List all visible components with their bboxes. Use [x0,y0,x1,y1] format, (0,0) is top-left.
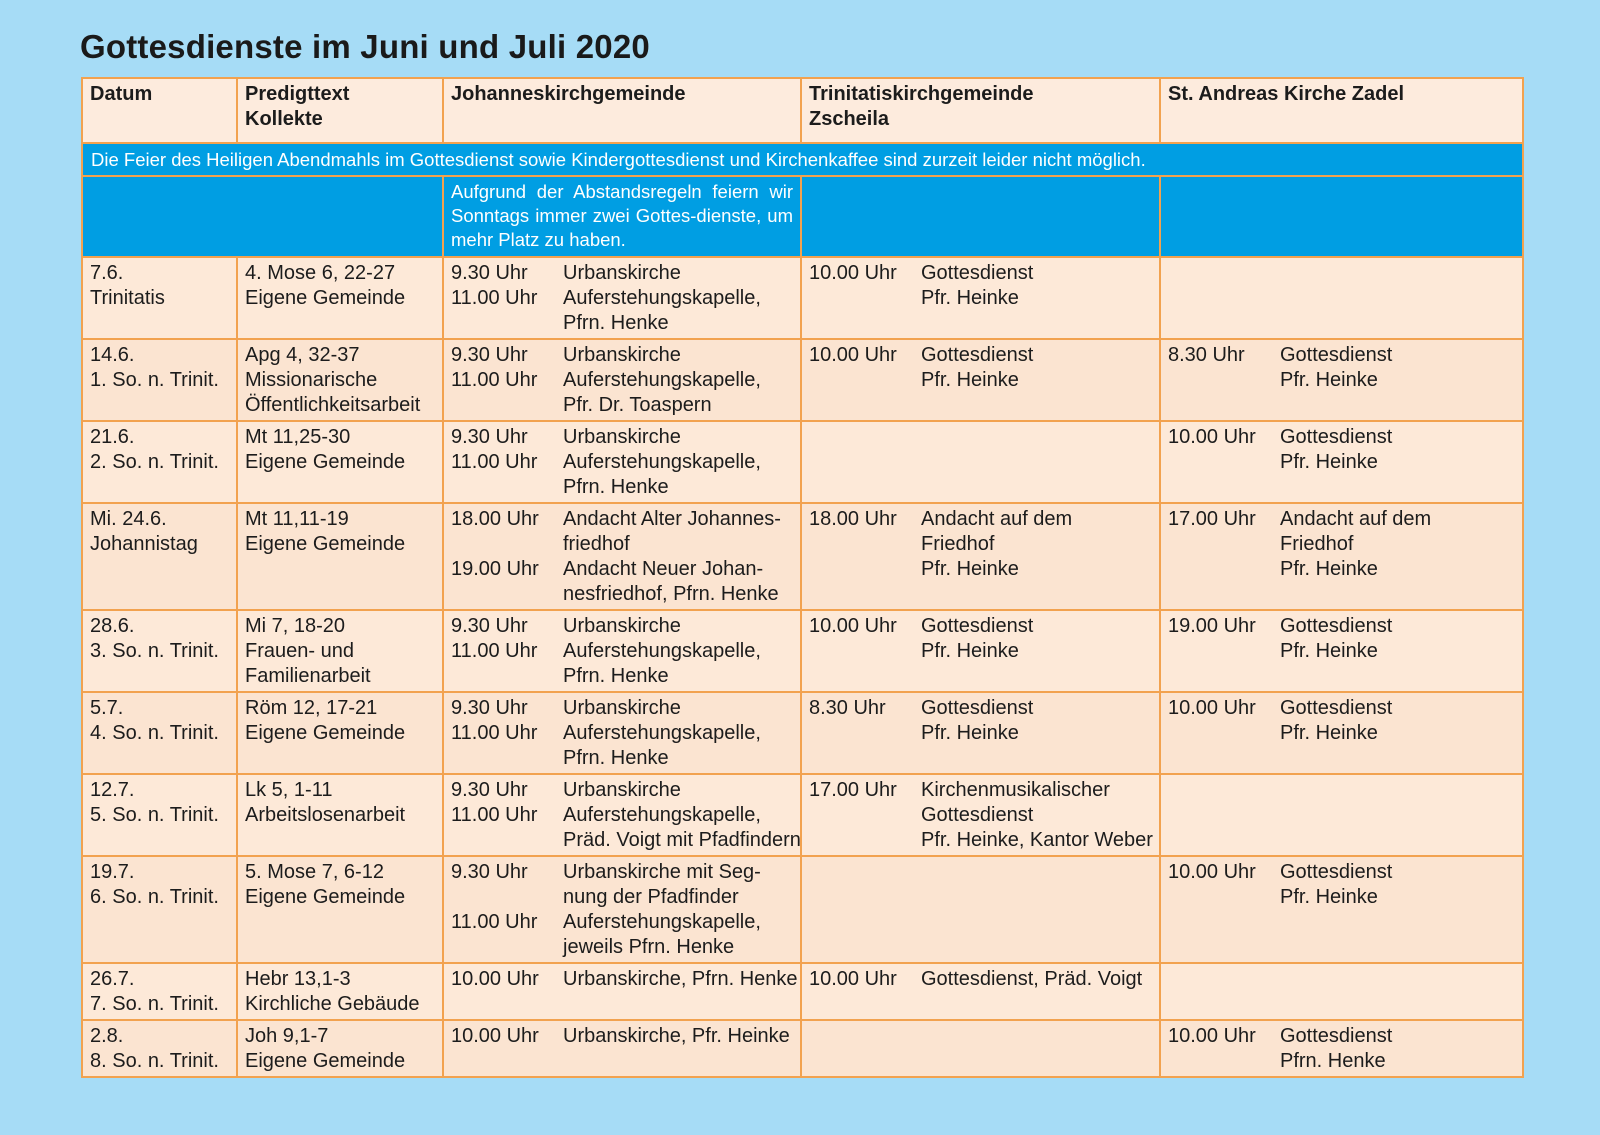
service-time: 8.30 Uhr [1168,344,1245,366]
predigttext-line: Lk 5, 1-11 [245,779,333,801]
service-description-line: Auferstehungskapelle, [563,640,761,662]
empty-cell [82,176,443,257]
service-times [1168,1024,1280,1074]
date-line: Mi. 24.6. [90,508,167,530]
service-times [451,860,563,960]
notice-text: Die Feier des Heiligen Abendmahls im Gottesdienst sowie Kindergottesdienst und Kirchenkaffee sind zurzeit leider nicht möglich. [82,143,1523,176]
service-time: 11.00 Uhr [451,911,538,933]
notice-row [82,143,1523,176]
service-description-line: Urbanskirche, Pfrn. Henke [563,968,798,990]
service-description-line: Pfrn. Henke [1280,1050,1386,1072]
date-cell [82,774,237,856]
service-description [563,507,793,607]
date-line: 12.7. [90,779,135,801]
service-times [809,614,921,664]
service-description-line: Gottesdienst [1280,615,1393,637]
header-trinitatiskirchgemeinde: Trinitatiskirchgemeinde Zscheila [801,78,1160,143]
service-description [921,967,1152,992]
service-times [1168,343,1280,393]
trinitatis-cell [801,257,1160,339]
service-description-line: Gottesdienst, Präd. Voigt [921,968,1143,990]
service-description-line: Auferstehungskapelle, [563,722,761,744]
service-times [451,778,563,853]
service-description-line: Friedhof [921,533,995,555]
date-line: 21.6. [90,426,135,448]
predigttext-line: Eigene Gemeinde [245,533,406,555]
trinitatis-cell [801,503,1160,610]
page-title: Gottesdienste im Juni und Juli 2020 [80,28,650,65]
johannes-cell [443,963,801,1020]
andreas-cell [1160,503,1523,610]
service-time: 9.30 Uhr [451,697,528,719]
service-description-line: jeweils Pfrn. Henke [563,936,735,958]
service-description-line: Urbanskirche [563,262,681,284]
predigttext-line: Missionarische [245,369,378,391]
service-description-line: Gottesdienst [1280,697,1393,719]
service-description [921,778,1153,853]
date-line: Trinitatis [90,287,165,309]
johannes-cell [443,692,801,774]
predigttext-cell [237,963,443,1020]
service-times [809,967,921,992]
predigttext-line: Joh 9,1-7 [245,1025,329,1047]
service-time: 9.30 Uhr [451,615,528,637]
service-time: 10.00 Uhr [809,344,897,366]
andreas-cell [1160,257,1523,339]
service-time: 9.30 Uhr [451,861,528,883]
table-row [82,692,1523,774]
header-johanneskirchgemeinde: Johanneskirchgemeinde [443,78,801,143]
date-cell [82,421,237,503]
service-time: 11.00 Uhr [451,804,538,826]
andreas-cell [1160,856,1523,963]
service-description-line: Auferstehungskapelle, [563,804,761,826]
service-times [1168,507,1280,582]
service-times [809,507,921,582]
trinitatis-cell [801,692,1160,774]
service-description [563,1024,793,1049]
distance-note-cell [443,176,801,257]
andreas-cell [1160,774,1523,856]
service-description [563,860,793,960]
table-row [82,421,1523,503]
predigttext-line: Mt 11,11-19 [245,508,349,530]
date-cell [82,963,237,1020]
service-time: 11.00 Uhr [451,451,538,473]
service-description-line: Gottesdienst [921,615,1034,637]
service-description-line: Gottesdienst [921,697,1034,719]
header-datum: Datum [82,78,237,143]
predigttext-line: Kirchliche Gebäude [245,993,420,1015]
service-description-line: nesfriedhof, Pfrn. Henke [563,583,779,605]
service-description-line: Pfr. Heinke [1280,451,1378,473]
trinitatis-cell [801,1020,1160,1077]
predigttext-cell [237,1020,443,1077]
date-line: 14.6. [90,344,135,366]
service-description-line: Pfrn. Henke [563,476,669,498]
service-description-line: Pfr. Heinke [921,640,1019,662]
service-time: 10.00 Uhr [809,262,897,284]
andreas-cell [1160,1020,1523,1077]
service-time [451,885,563,910]
service-times [451,967,563,992]
table-row [82,774,1523,856]
service-times [1168,696,1280,746]
service-times [451,614,563,689]
predigttext-line: Eigene Gemeinde [245,1050,406,1072]
predigttext-cell [237,774,443,856]
date-line: 5.7. [90,697,124,719]
service-time: 8.30 Uhr [809,697,886,719]
service-times [451,1024,563,1049]
predigttext-line: Mi 7, 18-20 [245,615,346,637]
date-cell [82,856,237,963]
date-line: 26.7. [90,968,135,990]
table-row [82,339,1523,421]
predigttext-line: Eigene Gemeinde [245,722,406,744]
service-description-line: Urbanskirche, Pfr. Heinke [563,1025,790,1047]
service-times [451,261,563,336]
service-time: 18.00 Uhr [451,508,539,530]
service-description-line: Auferstehungskapelle, [563,369,761,391]
service-times [809,343,921,393]
service-description [563,778,801,853]
predigttext-cell [237,421,443,503]
andreas-cell [1160,421,1523,503]
johannes-cell [443,503,801,610]
date-line: 7.6. [90,262,124,284]
trinitatis-cell [801,963,1160,1020]
service-time: 17.00 Uhr [809,779,897,801]
service-description-line: Pfr. Heinke [1280,369,1378,391]
date-cell [82,339,237,421]
service-times [809,696,921,746]
service-times [451,343,563,418]
service-description-line: Andacht Alter Johannes- [563,508,781,530]
service-times [809,261,921,311]
service-time: 10.00 Uhr [1168,697,1256,719]
service-description-line: Auferstehungskapelle, [563,911,761,933]
table-row [82,963,1523,1020]
service-description [921,507,1152,582]
predigttext-line: Hebr 13,1-3 [245,968,351,990]
service-description-line: Auferstehungskapelle, [563,287,761,309]
predigttext-cell [237,339,443,421]
date-cell [82,692,237,774]
service-description-line: Andacht auf dem [1280,508,1432,530]
service-description [1280,1024,1515,1074]
service-time: 10.00 Uhr [1168,861,1256,883]
service-description-line: Pfr. Heinke [1280,640,1378,662]
service-description-line: Gottesdienst [921,344,1034,366]
service-description-line: Gottesdienst [921,262,1034,284]
service-description-line: Pfr. Heinke [1280,558,1378,580]
date-line: 28.6. [90,615,135,637]
service-times [1168,425,1280,475]
service-time: 18.00 Uhr [809,508,897,530]
johannes-cell [443,774,801,856]
predigttext-line: Apg 4, 32-37 [245,344,360,366]
service-times [1168,860,1280,910]
date-line: 6. So. n. Trinit. [90,886,219,908]
service-times [451,696,563,771]
service-description-line: Gottesdienst [1280,426,1393,448]
date-line: 19.7. [90,861,135,883]
johannes-cell [443,339,801,421]
service-description-line: Gottesdienst [1280,344,1393,366]
date-line: 8. So. n. Trinit. [90,1050,219,1072]
service-description-line: Pfr. Heinke [1280,722,1378,744]
table-row [82,1020,1523,1077]
predigttext-line: Röm 12, 17-21 [245,697,378,719]
date-line: 3. So. n. Trinit. [90,640,219,662]
service-description [921,261,1152,311]
johannes-cell [443,610,801,692]
service-description-line: Andacht Neuer Johan- [563,558,764,580]
date-line: Johannistag [90,533,198,555]
date-cell [82,503,237,610]
service-times [451,507,563,607]
trinitatis-cell [801,856,1160,963]
header-predigttext: Predigttext Kollekte [237,78,443,143]
header-row [82,78,1523,143]
service-description-line: Urbanskirche [563,779,681,801]
service-description [563,425,793,500]
service-times [451,425,563,500]
service-time: 10.00 Uhr [1168,1025,1256,1047]
service-time: 10.00 Uhr [1168,426,1256,448]
service-description-line: Pfrn. Henke [563,312,669,334]
johannes-cell [443,1020,801,1077]
service-description [563,343,793,418]
predigttext-line: Frauen- und [245,640,354,662]
predigttext-line: Eigene Gemeinde [245,451,406,473]
service-description-line: Pfr. Heinke [921,558,1019,580]
date-cell [82,610,237,692]
date-line: 2. So. n. Trinit. [90,451,219,473]
date-cell [82,257,237,339]
service-description-line: Gottesdienst [1280,861,1393,883]
service-time: 19.00 Uhr [1168,615,1256,637]
service-description-line: Auferstehungskapelle, [563,451,761,473]
service-description-line: Pfr. Heinke [921,722,1019,744]
service-description [921,614,1152,664]
johannes-cell [443,257,801,339]
service-time: 11.00 Uhr [451,722,538,744]
table-row [82,503,1523,610]
service-schedule-table [81,77,1524,1078]
predigttext-cell [237,692,443,774]
andreas-cell [1160,963,1523,1020]
table-row [82,610,1523,692]
service-description-line: Pfr. Heinke [1280,886,1378,908]
service-description-line: Pfrn. Henke [563,747,669,769]
predigttext-line: Arbeitslosenarbeit [245,804,406,826]
service-time: 11.00 Uhr [451,369,538,391]
trinitatis-cell [801,774,1160,856]
service-time: 10.00 Uhr [451,1025,539,1047]
service-description [563,261,793,336]
predigttext-line: Eigene Gemeinde [245,287,406,309]
service-times [1168,614,1280,664]
service-description-line: Urbanskirche [563,697,681,719]
predigttext-line: Mt 11,25-30 [245,426,351,448]
predigttext-cell [237,610,443,692]
predigttext-line: 4. Mose 6, 22-27 [245,262,396,284]
date-line: 4. So. n. Trinit. [90,722,219,744]
service-description-line: Urbanskirche [563,344,681,366]
service-description [921,343,1152,393]
service-time: 11.00 Uhr [451,287,538,309]
predigttext-line: 5. Mose 7, 6-12 [245,861,384,883]
service-time: 11.00 Uhr [451,640,538,662]
date-line: 1. So. n. Trinit. [90,369,219,391]
service-description [563,696,793,771]
date-cell [82,1020,237,1077]
predigttext-cell [237,257,443,339]
service-description [1280,507,1515,582]
service-description-line: Friedhof [1280,533,1354,555]
service-description-line: nung der Pfadfinder [563,886,739,908]
service-description [1280,343,1515,393]
service-description-line: Urbanskirche mit Seg- [563,861,761,883]
service-description-line: Pfr. Heinke [921,287,1019,309]
service-time: 9.30 Uhr [451,779,528,801]
service-description [1280,614,1515,664]
predigttext-cell [237,856,443,963]
service-description [563,967,798,992]
service-description-line: Gottesdienst [1280,1025,1393,1047]
service-description-line: Präd. Voigt mit Pfadfindern [563,829,801,851]
service-description [1280,860,1515,910]
andreas-cell [1160,610,1523,692]
service-time: 10.00 Uhr [451,968,539,990]
andreas-cell [1160,692,1523,774]
service-time: 9.30 Uhr [451,426,528,448]
service-time [451,532,563,557]
service-time: 9.30 Uhr [451,262,528,284]
service-description-line: Kirchenmusikalischer [921,779,1110,801]
trinitatis-cell [801,339,1160,421]
service-time: 17.00 Uhr [1168,508,1256,530]
table-row [82,856,1523,963]
trinitatis-cell [801,610,1160,692]
distance-note-text: Aufgrund der Abstandsregeln feiern wir Sonntags immer zwei Gottes-dienste, um mehr Platz zu haben. [451,181,793,250]
service-description-line: Andacht auf dem [921,508,1073,530]
service-time: 9.30 Uhr [451,344,528,366]
date-line: 5. So. n. Trinit. [90,804,219,826]
distance-note-row [82,176,1523,257]
johannes-cell [443,421,801,503]
empty-cell [1160,176,1523,257]
service-description-line: Gottesdienst [921,804,1034,826]
andreas-cell [1160,339,1523,421]
service-description-line: friedhof [563,533,630,555]
service-time: 10.00 Uhr [809,968,897,990]
date-line: 2.8. [90,1025,124,1047]
predigttext-line: Eigene Gemeinde [245,886,406,908]
date-line: 7. So. n. Trinit. [90,993,219,1015]
service-description [563,614,793,689]
service-time: 19.00 Uhr [451,558,539,580]
service-description-line: Pfr. Heinke, Kantor Weber [921,829,1153,851]
service-time: 10.00 Uhr [809,615,897,637]
johannes-cell [443,856,801,963]
header-st-andreas: St. Andreas Kirche Zadel [1160,78,1523,143]
service-times [809,778,921,853]
predigttext-line: Öffentlichkeitsarbeit [245,394,421,416]
service-description-line: Pfr. Heinke [921,369,1019,391]
empty-cell [801,176,1160,257]
service-description-line: Pfr. Dr. Toaspern [563,394,712,416]
predigttext-line: Familienarbeit [245,665,371,687]
service-description-line: Urbanskirche [563,426,681,448]
table-row [82,257,1523,339]
service-description [921,696,1152,746]
service-description-line: Pfrn. Henke [563,665,669,687]
predigttext-cell [237,503,443,610]
service-description [1280,696,1515,746]
trinitatis-cell [801,421,1160,503]
service-description-line: Urbanskirche [563,615,681,637]
service-description [1280,425,1515,475]
